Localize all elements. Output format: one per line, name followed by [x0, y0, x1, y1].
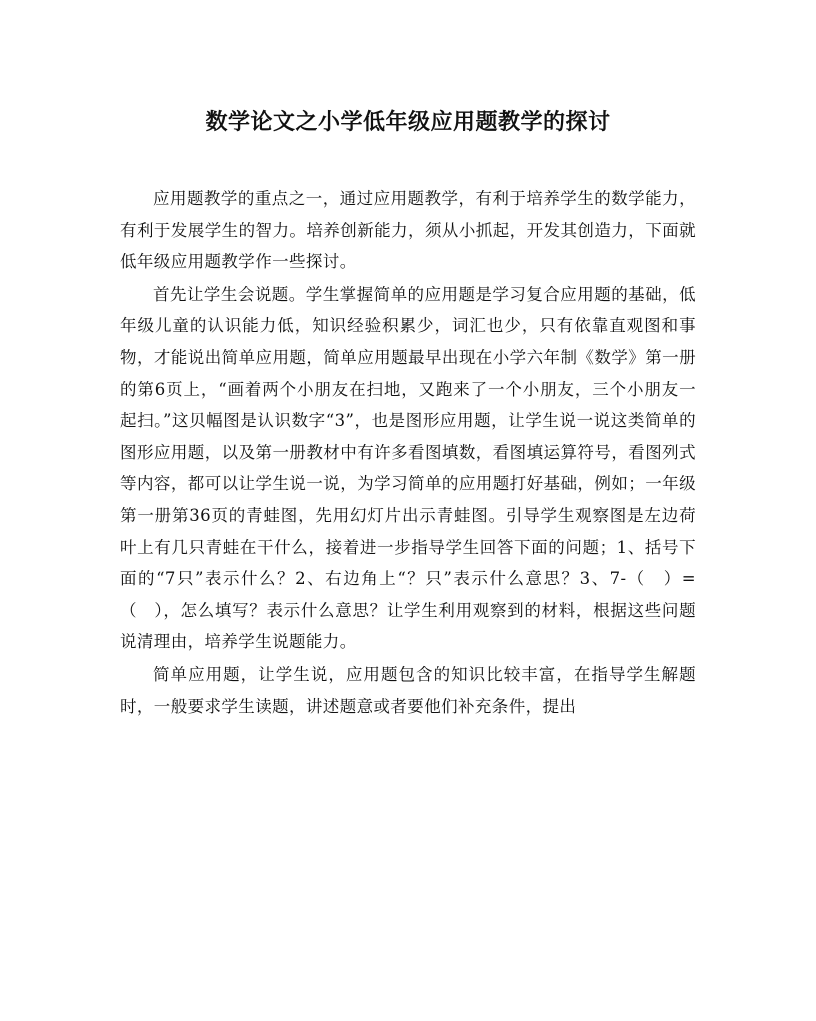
paragraph-intro: 应用题教学的重点之一，通过应用题教学，有利于培养学生的数学能力，有利于发展学生的智力。培养创新能力，须从小抓起，开发其创造力，下面就低年级应用题教学作一些探讨。: [120, 189, 696, 272]
document-body: [120, 183, 696, 723]
paragraph-speak-problems: 首先让学生会说题。学生掌握简单的应用题是学习复合应用题的基础，低年级儿童的认识能力低，知识经验积累少，词汇也少，只有依靠直观图和事物，才能说出简单应用题，简单应用题最早出现在小学六年制《数学》第一册的第6页上，“画着两个小朋友在扫地，又跑来了一个小朋友，三个小朋友一起扫。”这贝幅图是认识数字“3”，也是图形应用题，让学生说一说这类简单的图形应用题，以及第一册教材中有许多看图填数，看图填运算符号，看图列式等内容，都可以让学生说一说，为学习简单的应用题打好基础，例如；一年级第一册第36页的青蛙图，先用幻灯片出示青蛙图。引导学生观察图是左边荷叶上有几只青蛙在干什么，接着进一步指导学生回答下面的问题；1、括号下面的“7只”表示什么？2、右边角上“？只”表示什么意思？3、7-（ ）=（ ），怎么填写？表示什么意思？让学生利用观察到的材料，根据这些问题说清理由，培养学生说题能力。: [120, 284, 696, 652]
document-title: 数学论文之小学低年级应用题教学的探讨: [205, 109, 611, 135]
paragraph-simple-problems: 简单应用题，让学生说，应用题包含的知识比较丰富，在指导学生解题时，一般要求学生读题，讲述题意或者要他们补充条件，提出: [120, 664, 696, 716]
